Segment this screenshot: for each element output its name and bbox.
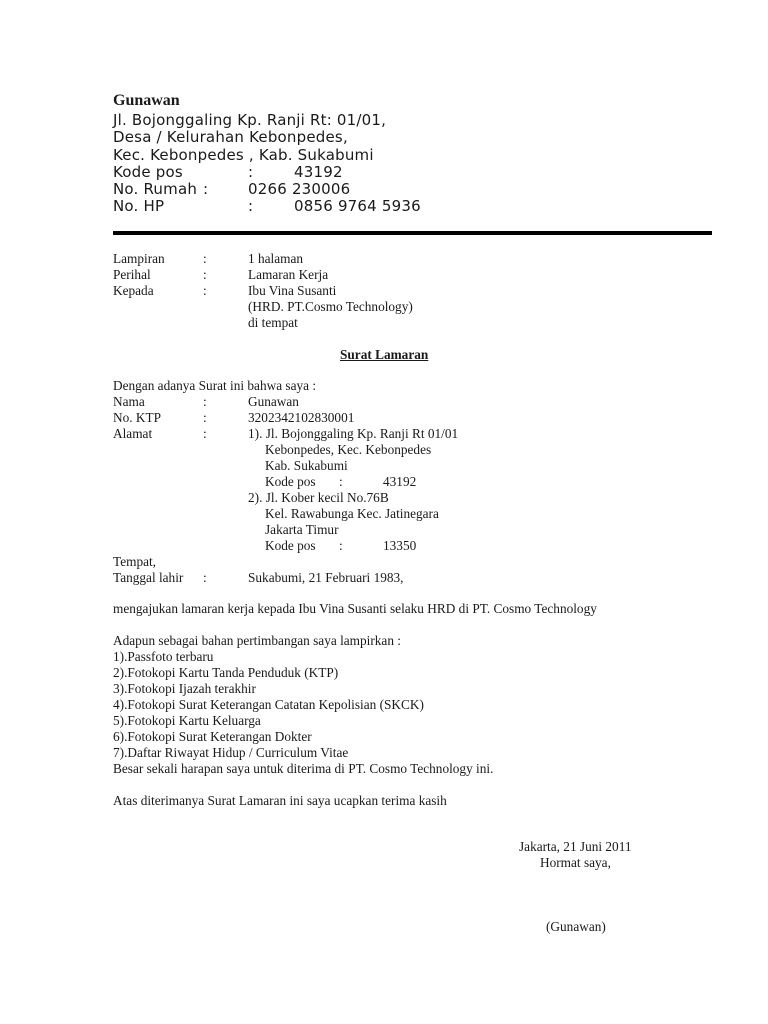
nama-label: Nama: [113, 394, 145, 409]
signature-name: (Gunawan): [546, 919, 606, 934]
attachment-item: 1).Passfoto terbaru: [113, 649, 214, 664]
attachment-item: 7).Daftar Riwayat Hidup / Curriculum Vitae: [113, 745, 349, 760]
attachment-item: 4).Fotokopi Surat Keterangan Catatan Kepolisian (SKCK): [113, 697, 424, 712]
meta-kepada-label: Kepada: [113, 283, 154, 298]
sender-name: Gunawan: [113, 92, 180, 109]
intro-text: Dengan adanya Surat ini bahwa saya :: [113, 378, 317, 393]
sender-hp-label: No. HP: [113, 197, 165, 215]
address1-kodepos-label: Kode pos: [265, 474, 316, 489]
address1-line2: Kebonpedes, Kec. Kebonpedes: [265, 442, 432, 457]
recipient-company: (HRD. PT.Cosmo Technology): [248, 299, 413, 314]
closing-place-date: Jakarta, 21 Juni 2011: [519, 839, 632, 854]
ttl-value: Sukabumi, 21 Februari 1983,: [248, 570, 404, 585]
sender-address-line3: Kec. Kebonpedes , Kab. Sukabumi: [113, 146, 374, 164]
sender-rumah-value: 0266 230006: [248, 180, 351, 198]
address1-line1: 1). Jl. Bojonggaling Kp. Ranji Rt 01/01: [248, 426, 459, 441]
sender-kodepos-colon: :: [248, 163, 254, 181]
sender-hp-value: 0856 9764 5936: [294, 197, 421, 215]
tanggal-lahir-label: Tanggal lahir: [113, 570, 184, 585]
address2-kodepos-value: 13350: [383, 538, 417, 553]
recipient-location: di tempat: [248, 315, 298, 330]
meta-lampiran-label: Lampiran: [113, 251, 165, 266]
alamat-label: Alamat: [113, 426, 153, 441]
address1-line3: Kab. Sukabumi: [265, 458, 348, 473]
meta-kepada-colon: :: [203, 283, 207, 298]
tempat-label: Tempat,: [113, 554, 157, 569]
alamat-colon: :: [203, 426, 207, 441]
ttl-colon: :: [203, 570, 207, 585]
attachments-intro: Adapun sebagai bahan pertimbangan saya lampirkan :: [113, 633, 401, 648]
sender-rumah-label: No. Rumah: [113, 180, 198, 198]
sender-address-line1: Jl. Bojonggaling Kp. Ranji Rt: 01/01,: [113, 111, 387, 129]
address1-kodepos-value: 43192: [383, 474, 417, 489]
address2-line3: Jakarta Timur: [265, 522, 339, 537]
statement-text: mengajukan lamaran kerja kepada Ibu Vina Susanti selaku HRD di PT. Cosmo Technology: [113, 601, 597, 616]
ktp-label: No. KTP: [113, 410, 162, 425]
address2-kodepos-colon: :: [339, 538, 343, 553]
sender-address-line2: Desa / Kelurahan Kebonpedes,: [113, 128, 348, 146]
hope-text: Besar sekali harapan saya untuk diterima di PT. Cosmo Technology ini.: [113, 761, 494, 776]
closing-regards: Hormat saya,: [540, 855, 611, 870]
meta-perihal-colon: :: [203, 267, 207, 282]
ktp-value: 3202342102830001: [248, 410, 355, 425]
sender-kodepos-value: 43192: [294, 163, 343, 181]
letter-title: Surat Lamaran: [340, 347, 429, 362]
address2-line2: Kel. Rawabunga Kec. Jatinegara: [265, 506, 439, 521]
address2-kodepos-label: Kode pos: [265, 538, 316, 553]
address1-kodepos-colon: :: [339, 474, 343, 489]
sender-kodepos-label: Kode pos: [113, 163, 183, 181]
sender-hp-colon: :: [248, 197, 254, 215]
attachment-item: 6).Fotokopi Surat Keterangan Dokter: [113, 729, 312, 744]
attachment-item: 2).Fotokopi Kartu Tanda Penduduk (KTP): [113, 665, 339, 680]
meta-lampiran-value: 1 halaman: [248, 251, 304, 266]
meta-lampiran-colon: :: [203, 251, 207, 266]
attachment-item: 3).Fotokopi Ijazah terakhir: [113, 681, 256, 696]
sender-rumah-colon: :: [203, 180, 209, 198]
meta-perihal-value: Lamaran Kerja: [248, 267, 329, 282]
attachment-item: 5).Fotokopi Kartu Keluarga: [113, 713, 261, 728]
address2-line1: 2). Jl. Kober kecil No.76B: [248, 490, 389, 505]
ktp-colon: :: [203, 410, 207, 425]
meta-kepada-value: Ibu Vina Susanti: [248, 283, 337, 298]
meta-perihal-label: Perihal: [113, 267, 151, 282]
nama-colon: :: [203, 394, 207, 409]
thanks-text: Atas diterimanya Surat Lamaran ini saya ucapkan terima kasih: [113, 793, 447, 808]
header-divider: [113, 231, 712, 235]
nama-value: Gunawan: [248, 394, 299, 409]
